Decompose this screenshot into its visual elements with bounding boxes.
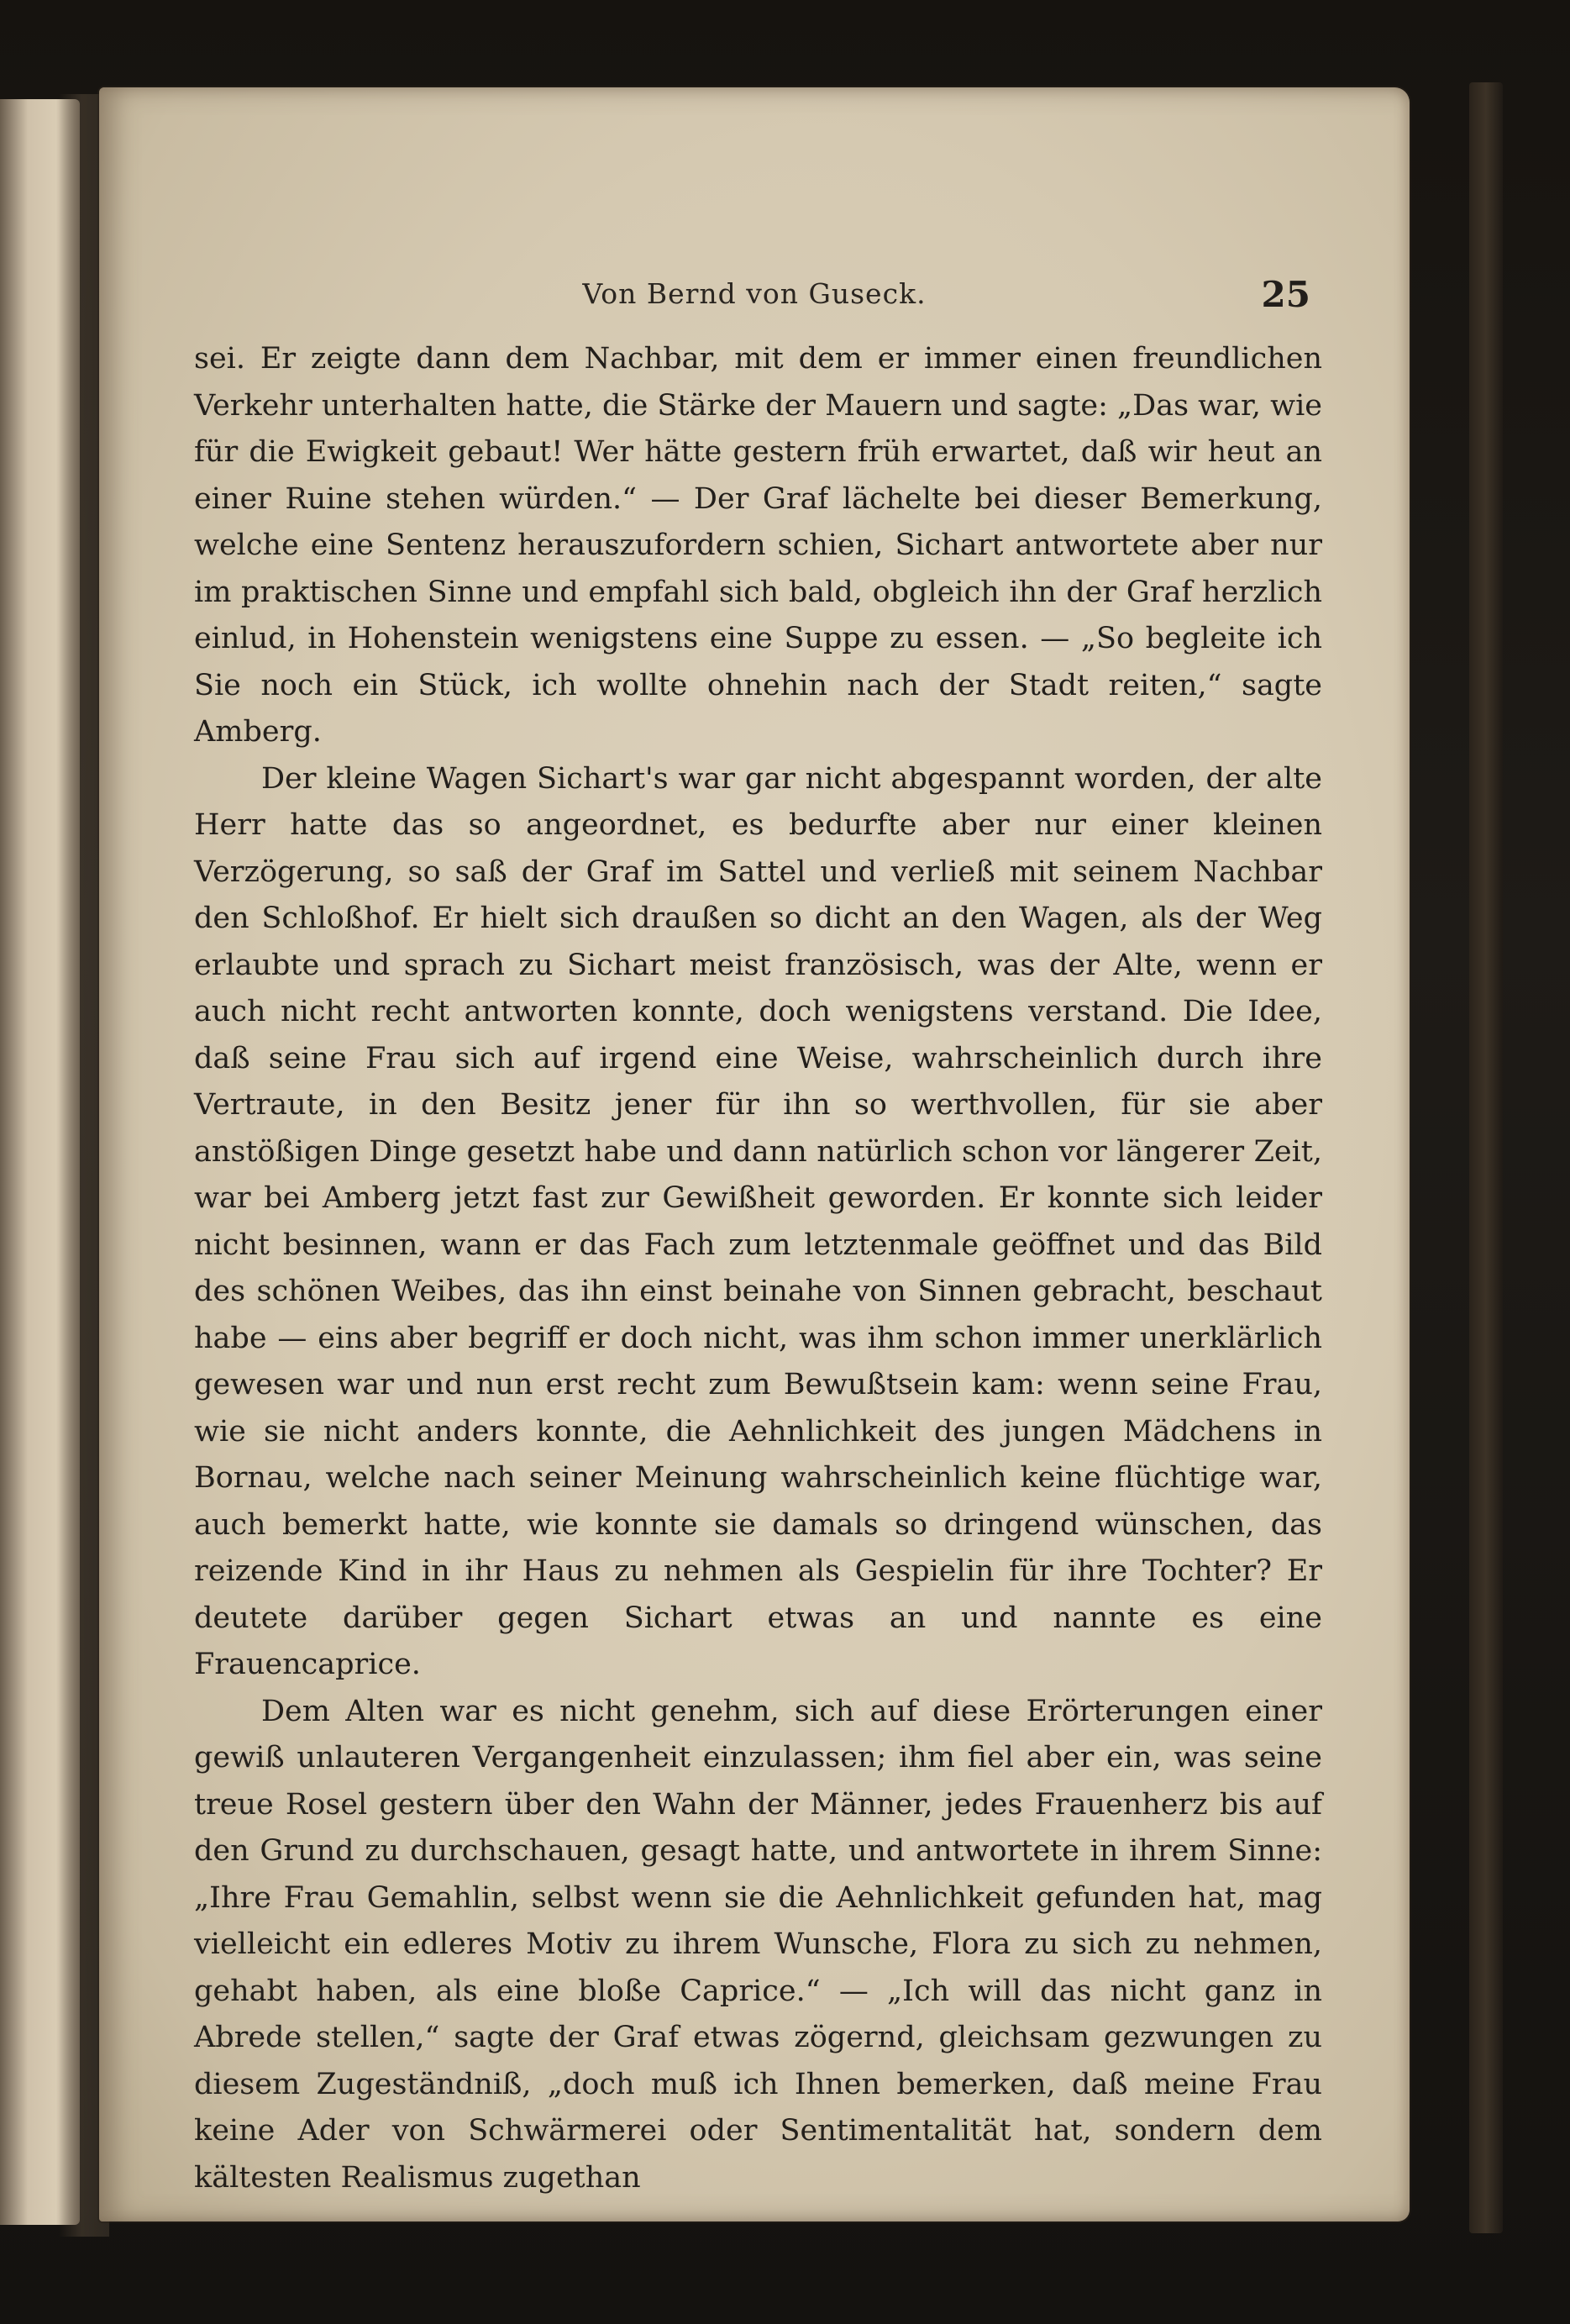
paragraph-1: sei. Er zeigte dann dem Nachbar, mit dem er immer einen freundlichen Verkehr unterhalten hatte, die Stärke der Mauern und sagte: „Das war, wie für die Ewigkeit gebaut! Wer hätte gestern früh erwartet, daß wir heut an einer Ruine stehen würden.“ — Der Graf lächelte bei dieser Bemerkung, welche eine Sentenz herauszufordern schien, Sichart antwortete aber nur im praktischen Sinne und empfahl sich bald, obgleich ihn der Graf herzlich einlud, in Hohenstein wenigstens eine Suppe zu essen. — „So begleite ich Sie noch ein Stück, ich wollte ohnehin nach der Stadt reiten,“ sagte Amberg. [194,342,1322,749]
book-page [99,87,1410,2221]
paragraph-2: Der kleine Wagen Sichart's war gar nicht abgespannt worden, der alte Herr hatte das so angeordnet, es bedurfte aber nur einer kleinen Verzögerung, so saß der Graf im Sattel und verließ mit seinem Nachbar den Schloßhof. Er hielt sich draußen so dicht an den Wagen, als der Weg erlaubte und sprach zu Sichart meist französisch, was der Alte, wenn er auch nicht recht antworten konnte, doch wenigstens verstand. Die Idee, daß seine Frau sich auf irgend eine Weise, wahrscheinlich durch ihre Vertraute, in den Besitz jener für ihn so werthvollen, für sie aber anstößigen Dinge gesetzt habe und dann natürlich schon vor längerer Zeit, war bei Amberg jetzt fast zur Gewißheit geworden. Er konnte sich leider nicht besinnen, wann er das Fach zum letztenmale geöffnet und das Bild des schönen Weibes, das ihn einst beinahe von Sinnen gebracht, beschaut habe — eins aber begriff er doch nicht, was ihm schon immer unerklärlich gewesen war und nun erst recht zum Bewußtsein kam: wenn seine Frau, wie sie nicht anders konnte, die Aehnlichkeit des jungen Mädchens in Bornau, welche nach seiner Meinung wahrscheinlich keine flüchtige war, auch bemerkt hatte, wie konnte sie damals so dringend wünschen, das reizende Kind in ihr Haus zu nehmen als Gespielin für ihre Tochter? Er deutete darüber gegen Sichart etwas an und nannte es eine Frauencaprice. [194,761,1322,1681]
book-cover-edge [1469,82,1503,2233]
body-text [194,336,1322,2201]
paragraph-3: Dem Alten war es nicht genehm, sich auf diese Erörterungen einer gewiß unlauteren Vergangenheit einzulassen; ihm fiel aber ein, was seine treue Rosel gestern über den Wahn der Männer, jedes Frauenherz bis auf den Grund zu durchschauen, gesagt hatte, und antwortete in ihrem Sinne: „Ihre Frau Gemahlin, selbst wenn sie die Aehnlichkeit gefunden hat, mag vielleicht ein edleres Motiv zu ihrem Wunsche, Flora zu sich zu nehmen, gehabt haben, als eine bloße Caprice.“ — „Ich will das nicht ganz in Abrede stellen,“ sagte der Graf etwas zögernd, gleichsam gezwungen zu diesem Zugeständniß, „doch muß ich Ihnen bemerken, daß meine Frau keine Ader von Schwärmerei oder Sentimentalität hat, sondern dem kältesten Realismus zugethan [194,1694,1322,2195]
running-head: Von Bernd von Guseck. [582,277,927,310]
page-number: 25 [1261,274,1310,315]
